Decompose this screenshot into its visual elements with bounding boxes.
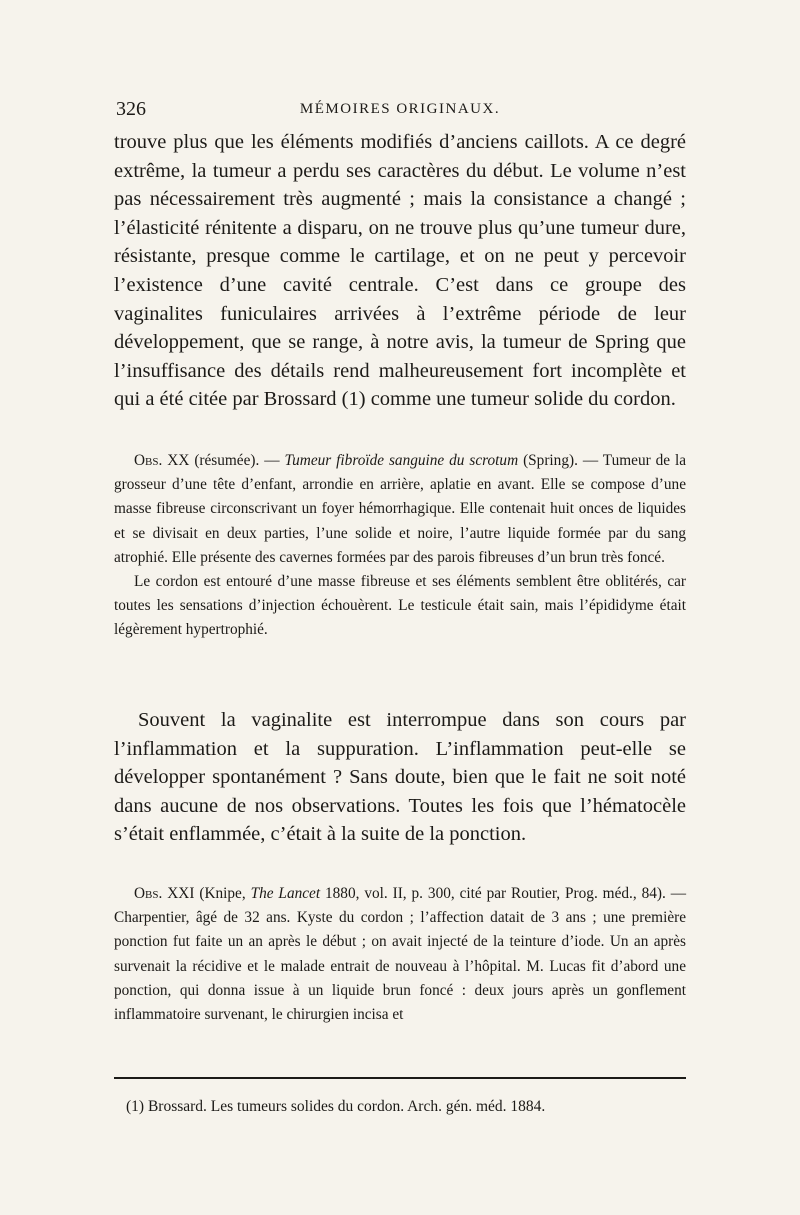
footnote-divider	[114, 1077, 686, 1079]
obs-title: Tumeur fibroïde sanguine du scrotum	[284, 452, 519, 469]
obs-body: 1880, vol. II, p. 300, cité par Routier, Prog. méd., 84). — Charpentier, âgé de 32 ans. Kyste du cordon ; l’affection datait de 3 ans ; une première ponction fut faite un an après le début ; on avait injecté de la teinture d’iode. Un an après survenait la récidive et le malade entrait de nouveau à l’hôpital. M. Lucas fit d’abord une ponction, qui donna issue à un liquide brun foncé : deux jours après un gonflement inflammatoire survenant, le chirurgien incisa et	[114, 885, 687, 1024]
observation-20-text	[114, 449, 686, 570]
running-head	[0, 98, 800, 126]
paragraph-text: trouve plus que les éléments modifiés d’anciens caillots. A ce degré extrême, la tumeur a perdu ses caractères du début. Le volume n’est pas nécessairement très augmenté ; mais la consistance a changé ; l’élasticité rénitente a disparu, on ne trouve plus qu’une tumeur dure, résistante, presque comme le cartilage, et on ne peut y percevoir l’existence d’une cavité centrale. C’est dans ce groupe des vaginalites funiculaires arrivées à l’extrême période de leur développement, que se range, à notre avis, la tumeur de Spring que l’insuffisance des détails rend malheureusement fort incomplète et qui a été citée par Brossard (1) comme une tumeur solide du cordon.	[114, 131, 686, 411]
obs-label: Obs.	[134, 885, 163, 902]
paragraph-continued	[114, 128, 686, 414]
obs-body: — Tumeur de la grosseur d’une tête d’enfant, arrondie en arrière, aplatie en avant. Elle se compose d’une masse fibreuse circonscrivant un foyer hémorrhagique. Elle contenait huit onces de liquides et se divisait en deux parties, l’une solide et noire, l’autre liquide formée par du sang atrophié. Elle présente des cavernes formées par des parois fibreuses d’un brun très foncé.	[114, 452, 687, 566]
paragraph-text: Souvent la vaginalite est interrompue dans son cours par l’inflammation et la suppuration. L’inflammation peut-elle se développer spontanément ? Sans doute, bien que le fait ne soit noté dans aucune de nos observations. Toutes les fois que l’hématocèle s’était enflammée, c’était à la suite de la ponction.	[114, 709, 686, 846]
observation-20	[114, 449, 686, 643]
obs-lead: XXI (Knipe,	[167, 885, 246, 902]
obs-label: Obs.	[134, 452, 163, 469]
running-title: MÉMOIRES ORIGINAUX.	[299, 101, 501, 117]
observation-20-continuation: Le cordon est entouré d’une masse fibreuse et ses éléments semblent être oblitérés, car toutes les sensations d’injection échouèrent. Le testicule était sain, mais l’épididyme était légèrement hypertrophié.	[114, 573, 686, 639]
obs-journal: The Lancet	[250, 885, 321, 902]
observation-21-text	[114, 882, 686, 1027]
obs-source: (Spring).	[523, 452, 578, 469]
obs-number: XX (résumée). —	[167, 452, 280, 469]
footnote: (1) Brossard. Les tumeurs solides du cordon. Arch. gén. méd. 1884.	[126, 1098, 546, 1115]
observation-21	[114, 882, 686, 1027]
page-number: 326	[116, 98, 146, 120]
paragraph-inflammation	[114, 706, 686, 849]
